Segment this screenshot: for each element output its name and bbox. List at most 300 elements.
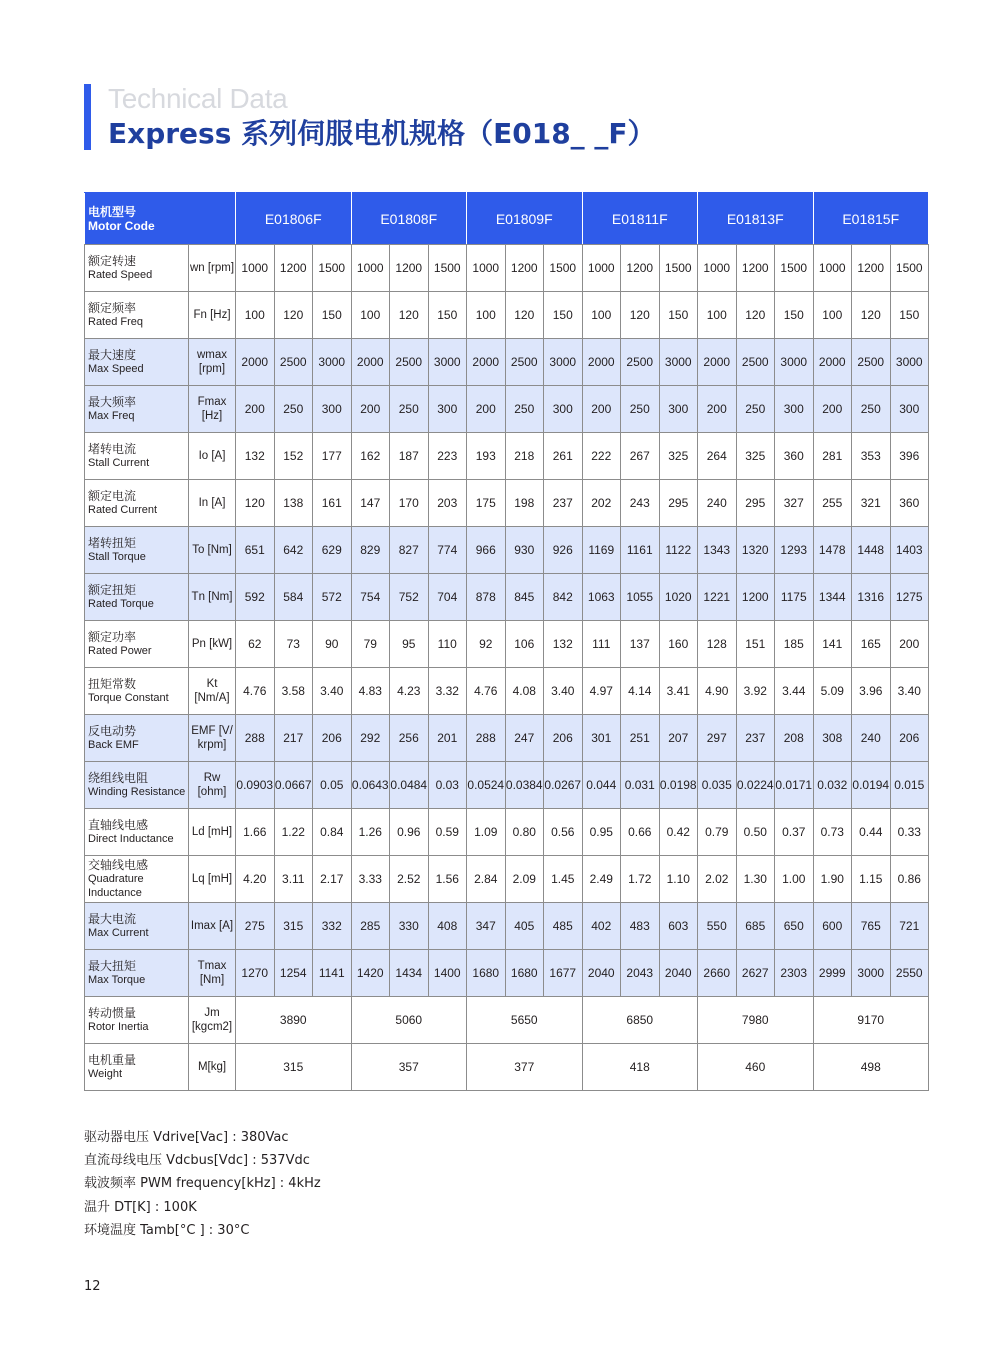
value-cell: 288 [236, 715, 275, 762]
value-cell: 165 [852, 621, 891, 668]
value-cell: 1020 [659, 574, 698, 621]
value-cell: 752 [390, 574, 429, 621]
value-cell: 878 [467, 574, 506, 621]
value-cell: 137 [621, 621, 660, 668]
merged-value-cell: 357 [351, 1044, 467, 1091]
param-name-en: Stall Current [88, 457, 150, 469]
value-cell: 685 [736, 903, 775, 950]
value-cell: 2000 [351, 339, 390, 386]
value-cell: 642 [274, 527, 313, 574]
value-cell: 1200 [736, 574, 775, 621]
value-cell: 0.032 [813, 762, 852, 809]
value-cell: 1175 [775, 574, 814, 621]
header-label-cn: 电机型号 [88, 204, 137, 219]
value-cell: 2000 [582, 339, 621, 386]
model-header: E01813F [698, 193, 814, 245]
value-cell: 315 [274, 903, 313, 950]
value-cell: 1403 [890, 527, 929, 574]
value-cell: 4.90 [698, 668, 737, 715]
param-name-cn: 额定电流 [88, 489, 137, 503]
value-cell: 187 [390, 433, 429, 480]
param-name-cn: 最大电流 [88, 912, 137, 926]
value-cell: 128 [698, 621, 737, 668]
value-cell: 62 [236, 621, 275, 668]
value-cell: 1434 [390, 950, 429, 997]
param-name-cell [85, 480, 189, 527]
value-cell: 550 [698, 903, 737, 950]
value-cell: 966 [467, 527, 506, 574]
param-unit: M[kg] [189, 1044, 236, 1091]
value-cell: 300 [544, 386, 583, 433]
param-name-cn: 额定转速 [88, 254, 137, 268]
merged-value-cell: 418 [582, 1044, 698, 1091]
value-cell: 1055 [621, 574, 660, 621]
value-cell: 1.00 [775, 856, 814, 903]
model-header: E01809F [467, 193, 583, 245]
value-cell: 3.40 [544, 668, 583, 715]
value-cell: 2000 [813, 339, 852, 386]
value-cell: 360 [890, 480, 929, 527]
param-name-cn: 绕组线电阻 [88, 771, 149, 785]
param-unit: Pn [kW] [189, 621, 236, 668]
value-cell: 255 [813, 480, 852, 527]
value-cell: 300 [890, 386, 929, 433]
value-cell: 90 [313, 621, 352, 668]
table-row [85, 950, 929, 997]
value-cell: 721 [890, 903, 929, 950]
merged-value-cell: 3890 [236, 997, 352, 1044]
value-cell: 1400 [428, 950, 467, 997]
value-cell: 292 [351, 715, 390, 762]
value-cell: 202 [582, 480, 621, 527]
value-cell: 240 [698, 480, 737, 527]
value-cell: 92 [467, 621, 506, 668]
value-cell: 193 [467, 433, 506, 480]
param-unit: EMF [V/ krpm] [189, 715, 236, 762]
value-cell: 629 [313, 527, 352, 574]
value-cell: 0.79 [698, 809, 737, 856]
value-cell: 0.0267 [544, 762, 583, 809]
value-cell: 251 [621, 715, 660, 762]
value-cell: 3.11 [274, 856, 313, 903]
param-unit: Imax [A] [189, 903, 236, 950]
value-cell: 200 [890, 621, 929, 668]
value-cell: 3.92 [736, 668, 775, 715]
value-cell: 175 [467, 480, 506, 527]
param-name-en: Weight [88, 1068, 123, 1080]
value-cell: 1478 [813, 527, 852, 574]
value-cell: 1000 [813, 245, 852, 292]
value-cell: 4.97 [582, 668, 621, 715]
param-name-cell [85, 527, 189, 574]
value-cell: 0.37 [775, 809, 814, 856]
value-cell: 161 [313, 480, 352, 527]
value-cell: 2627 [736, 950, 775, 997]
value-cell: 1680 [505, 950, 544, 997]
value-cell: 200 [236, 386, 275, 433]
value-cell: 206 [890, 715, 929, 762]
value-cell: 120 [505, 292, 544, 339]
value-cell: 120 [621, 292, 660, 339]
value-cell: 347 [467, 903, 506, 950]
value-cell: 1063 [582, 574, 621, 621]
param-name-cell [85, 715, 189, 762]
param-name-cn: 扭矩常数 [88, 677, 137, 691]
value-cell: 1221 [698, 574, 737, 621]
header-label-en: Motor Code [88, 218, 155, 233]
param-name-en: Max Torque [88, 974, 146, 986]
value-cell: 353 [852, 433, 891, 480]
value-cell: 162 [351, 433, 390, 480]
value-cell: 1.45 [544, 856, 583, 903]
value-cell: 300 [428, 386, 467, 433]
value-cell: 247 [505, 715, 544, 762]
value-cell: 1.72 [621, 856, 660, 903]
value-cell: 0.59 [428, 809, 467, 856]
value-cell: 217 [274, 715, 313, 762]
value-cell: 1316 [852, 574, 891, 621]
merged-value-cell: 7980 [698, 997, 814, 1044]
param-name-cn: 额定功率 [88, 630, 137, 644]
param-name-en: Winding Resistance [88, 786, 186, 798]
value-cell: 150 [313, 292, 352, 339]
value-cell: 240 [852, 715, 891, 762]
value-cell: 0.015 [890, 762, 929, 809]
param-name-cn: 直轴线电感 [88, 818, 149, 832]
param-name-cn: 交轴线电感 [88, 858, 149, 872]
param-name-cn: 堵转电流 [88, 442, 137, 456]
table-row [85, 339, 929, 386]
value-cell: 2660 [698, 950, 737, 997]
value-cell: 200 [813, 386, 852, 433]
value-cell: 2000 [467, 339, 506, 386]
value-cell: 201 [428, 715, 467, 762]
value-cell: 0.84 [313, 809, 352, 856]
value-cell: 138 [274, 480, 313, 527]
value-cell: 223 [428, 433, 467, 480]
value-cell: 120 [236, 480, 275, 527]
value-cell: 2550 [890, 950, 929, 997]
value-cell: 0.0524 [467, 762, 506, 809]
table-row [85, 997, 929, 1044]
value-cell: 0.96 [390, 809, 429, 856]
motor-spec-table [84, 192, 929, 1091]
section-subtitle: Technical Data [108, 83, 288, 114]
param-unit: Lq [mH] [189, 856, 236, 903]
note-line: 直流母线电压 Vdcbus[Vdc] : 537Vdc [84, 1153, 310, 1169]
param-name-cell [85, 903, 189, 950]
value-cell: 264 [698, 433, 737, 480]
value-cell: 1500 [659, 245, 698, 292]
merged-value-cell: 377 [467, 1044, 583, 1091]
value-cell: 1200 [736, 245, 775, 292]
value-cell: 2500 [852, 339, 891, 386]
merged-value-cell: 460 [698, 1044, 814, 1091]
value-cell: 2500 [621, 339, 660, 386]
value-cell: 206 [544, 715, 583, 762]
table-row [85, 527, 929, 574]
value-cell: 111 [582, 621, 621, 668]
value-cell: 3000 [428, 339, 467, 386]
value-cell: 754 [351, 574, 390, 621]
table-row [85, 715, 929, 762]
value-cell: 0.0224 [736, 762, 775, 809]
table-row [85, 856, 929, 903]
value-cell: 360 [775, 433, 814, 480]
param-unit: wn [rpm] [189, 245, 236, 292]
value-cell: 1500 [544, 245, 583, 292]
value-cell: 300 [775, 386, 814, 433]
param-name-en: Rated Power [88, 645, 152, 657]
table-row [85, 574, 929, 621]
value-cell: 207 [659, 715, 698, 762]
value-cell: 177 [313, 433, 352, 480]
value-cell: 1.26 [351, 809, 390, 856]
value-cell: 4.76 [467, 668, 506, 715]
value-cell: 120 [390, 292, 429, 339]
param-name-en: Direct Inductance [88, 833, 174, 845]
merged-value-cell: 5060 [351, 997, 467, 1044]
value-cell: 1270 [236, 950, 275, 997]
param-name-cell [85, 668, 189, 715]
param-unit: wmax [rpm] [189, 339, 236, 386]
value-cell: 100 [582, 292, 621, 339]
param-unit: Ld [mH] [189, 809, 236, 856]
value-cell: 0.33 [890, 809, 929, 856]
param-name-en: Rated Freq [88, 316, 144, 328]
value-cell: 0.044 [582, 762, 621, 809]
param-unit: Kt [Nm/A] [189, 668, 236, 715]
value-cell: 3.32 [428, 668, 467, 715]
value-cell: 1122 [659, 527, 698, 574]
value-cell: 2303 [775, 950, 814, 997]
value-cell: 120 [274, 292, 313, 339]
value-cell: 2000 [698, 339, 737, 386]
value-cell: 1344 [813, 574, 852, 621]
value-cell: 592 [236, 574, 275, 621]
value-cell: 1.15 [852, 856, 891, 903]
param-name-en: Rotor Inertia [88, 1021, 149, 1033]
value-cell: 200 [698, 386, 737, 433]
value-cell: 285 [351, 903, 390, 950]
value-cell: 208 [775, 715, 814, 762]
value-cell: 261 [544, 433, 583, 480]
value-cell: 0.0198 [659, 762, 698, 809]
table-row [85, 903, 929, 950]
param-unit: Fn [Hz] [189, 292, 236, 339]
value-cell: 1.90 [813, 856, 852, 903]
model-header: E01815F [813, 193, 929, 245]
param-unit: In [A] [189, 480, 236, 527]
param-name-cell [85, 386, 189, 433]
value-cell: 1141 [313, 950, 352, 997]
param-name-cell [85, 245, 189, 292]
value-cell: 1000 [236, 245, 275, 292]
value-cell: 100 [236, 292, 275, 339]
value-cell: 3.58 [274, 668, 313, 715]
value-cell: 0.44 [852, 809, 891, 856]
value-cell: 325 [736, 433, 775, 480]
value-cell: 100 [351, 292, 390, 339]
param-unit: Rw [ohm] [189, 762, 236, 809]
value-cell: 120 [852, 292, 891, 339]
table-row [85, 480, 929, 527]
value-cell: 704 [428, 574, 467, 621]
value-cell: 408 [428, 903, 467, 950]
value-cell: 0.03 [428, 762, 467, 809]
value-cell: 250 [852, 386, 891, 433]
table-row [85, 809, 929, 856]
param-name-en: Back EMF [88, 739, 139, 751]
value-cell: 222 [582, 433, 621, 480]
value-cell: 4.76 [236, 668, 275, 715]
param-name-en: Max Freq [88, 410, 135, 422]
value-cell: 1.56 [428, 856, 467, 903]
note-line: 载波频率 PWM frequency[kHz] : 4kHz [84, 1176, 321, 1192]
value-cell: 295 [736, 480, 775, 527]
value-cell: 1200 [390, 245, 429, 292]
value-cell: 0.0667 [274, 762, 313, 809]
param-name-cell [85, 856, 189, 903]
table-row [85, 762, 929, 809]
value-cell: 110 [428, 621, 467, 668]
merged-value-cell: 315 [236, 1044, 352, 1091]
param-name-cell [85, 292, 189, 339]
value-cell: 1.10 [659, 856, 698, 903]
value-cell: 2.52 [390, 856, 429, 903]
value-cell: 483 [621, 903, 660, 950]
value-cell: 200 [582, 386, 621, 433]
value-cell: 2500 [274, 339, 313, 386]
value-cell: 206 [313, 715, 352, 762]
value-cell: 243 [621, 480, 660, 527]
merged-value-cell: 9170 [813, 997, 929, 1044]
value-cell: 250 [390, 386, 429, 433]
value-cell: 301 [582, 715, 621, 762]
value-cell: 2999 [813, 950, 852, 997]
value-cell: 650 [775, 903, 814, 950]
value-cell: 1275 [890, 574, 929, 621]
value-cell: 1.09 [467, 809, 506, 856]
value-cell: 1500 [313, 245, 352, 292]
param-name-cn: 最大频率 [88, 395, 137, 409]
value-cell: 3000 [775, 339, 814, 386]
table-row [85, 292, 929, 339]
value-cell: 1161 [621, 527, 660, 574]
value-cell: 200 [467, 386, 506, 433]
value-cell: 1.30 [736, 856, 775, 903]
param-name-cn: 转动惯量 [88, 1006, 137, 1020]
value-cell: 3.96 [852, 668, 891, 715]
value-cell: 198 [505, 480, 544, 527]
merged-value-cell: 498 [813, 1044, 929, 1091]
value-cell: 3.40 [313, 668, 352, 715]
value-cell: 297 [698, 715, 737, 762]
value-cell: 485 [544, 903, 583, 950]
value-cell: 330 [390, 903, 429, 950]
value-cell: 120 [736, 292, 775, 339]
value-cell: 100 [813, 292, 852, 339]
value-cell: 250 [736, 386, 775, 433]
param-name-cn: 额定频率 [88, 301, 137, 315]
table-body [85, 245, 929, 1091]
value-cell: 765 [852, 903, 891, 950]
value-cell: 1680 [467, 950, 506, 997]
value-cell: 2.49 [582, 856, 621, 903]
value-cell: 2043 [621, 950, 660, 997]
value-cell: 3000 [544, 339, 583, 386]
value-cell: 0.0194 [852, 762, 891, 809]
param-name-en: Rated Speed [88, 269, 153, 281]
value-cell: 2500 [390, 339, 429, 386]
value-cell: 1500 [890, 245, 929, 292]
param-unit: Jm [kgcm2] [189, 997, 236, 1044]
value-cell: 250 [621, 386, 660, 433]
value-cell: 250 [274, 386, 313, 433]
value-cell: 250 [505, 386, 544, 433]
param-unit: To [Nm] [189, 527, 236, 574]
value-cell: 0.0171 [775, 762, 814, 809]
value-cell: 396 [890, 433, 929, 480]
param-name-en: Torque Constant [88, 692, 169, 704]
title-accent-bar [84, 84, 91, 150]
value-cell: 1169 [582, 527, 621, 574]
table-header-row [85, 193, 929, 245]
param-name-cn: 额定扭矩 [88, 583, 137, 597]
page-title: Express 系列伺服电机规格（E018_ _F） [108, 117, 656, 150]
value-cell: 603 [659, 903, 698, 950]
value-cell: 2500 [736, 339, 775, 386]
value-cell: 2.84 [467, 856, 506, 903]
value-cell: 405 [505, 903, 544, 950]
value-cell: 3000 [890, 339, 929, 386]
value-cell: 829 [351, 527, 390, 574]
value-cell: 1500 [775, 245, 814, 292]
note-line: 驱动器电压 Vdrive[Vac] : 380Vac [84, 1130, 289, 1145]
value-cell: 2040 [582, 950, 621, 997]
value-cell: 288 [467, 715, 506, 762]
value-cell: 1448 [852, 527, 891, 574]
value-cell: 1000 [351, 245, 390, 292]
value-cell: 1000 [582, 245, 621, 292]
value-cell: 300 [313, 386, 352, 433]
value-cell: 1293 [775, 527, 814, 574]
value-cell: 926 [544, 527, 583, 574]
param-name-cn: 最大速度 [88, 348, 137, 362]
value-cell: 845 [505, 574, 544, 621]
value-cell: 0.0643 [351, 762, 390, 809]
value-cell: 95 [390, 621, 429, 668]
value-cell: 4.83 [351, 668, 390, 715]
param-name-en: Max Speed [88, 363, 144, 375]
value-cell: 327 [775, 480, 814, 527]
param-name-en: Stall Torque [88, 551, 146, 563]
value-cell: 0.56 [544, 809, 583, 856]
value-cell: 827 [390, 527, 429, 574]
model-header: E01808F [351, 193, 467, 245]
param-name-cn: 堵转扭矩 [88, 536, 137, 550]
value-cell: 150 [659, 292, 698, 339]
value-cell: 237 [544, 480, 583, 527]
param-name-cell [85, 997, 189, 1044]
value-cell: 0.0384 [505, 762, 544, 809]
value-cell: 150 [775, 292, 814, 339]
value-cell: 132 [236, 433, 275, 480]
param-name-cn: 最大扭矩 [88, 959, 137, 973]
note-line: 环境温度 Tamb[°C ] : 30°C [84, 1222, 250, 1238]
param-name-cell [85, 950, 189, 997]
param-name-cell [85, 339, 189, 386]
